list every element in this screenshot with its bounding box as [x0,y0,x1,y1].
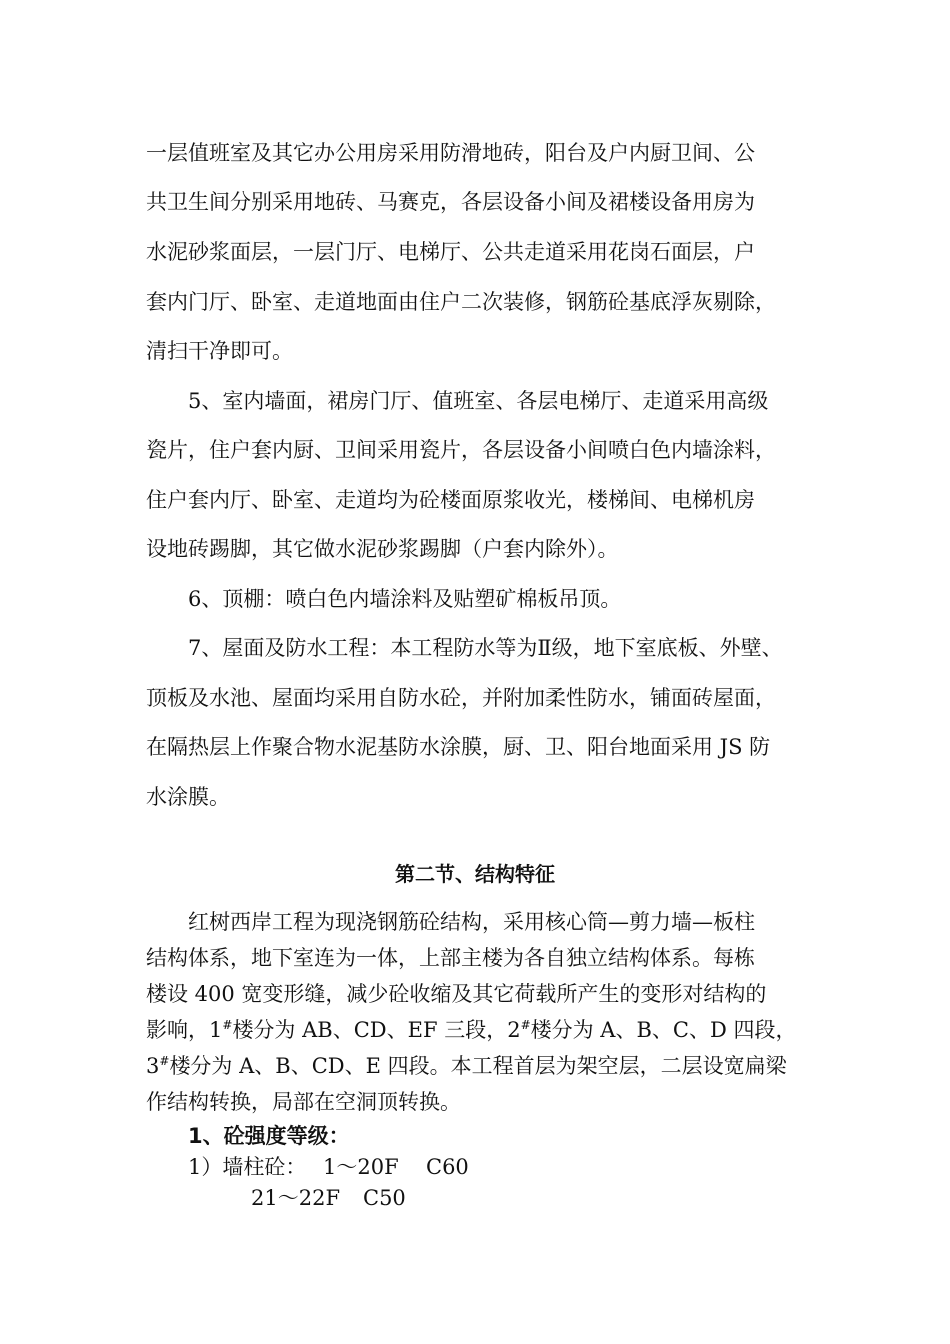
structure-text: 3 [146,1054,160,1078]
floors-line-1: 一层值班室及其它办公用房采用防滑地砖，阳台及户内厨卫间、公 [146,141,755,165]
roof-line-2: 顶板及水池、屋面均采用自防水砼，并附加柔性防水，铺面砖屋面， [146,686,776,710]
structure-line-5 [146,1052,787,1080]
structure-text: 楼分为 A、B、C、D 四段， [530,1018,797,1042]
structure-line-6: 作结构转换，局部在空洞顶转换。 [146,1090,461,1114]
section-title: 第二节、结构特征 [395,862,555,886]
structure-line-2: 结构体系，地下室连为一体，上部主楼为各自独立结构体系。每栋 [146,946,755,970]
structure-text: 影响，1 [146,1018,223,1042]
structure-line-4 [146,1016,796,1044]
floors-line-4: 套内门厅、卧室、走道地面由住户二次装修，钢筋砼基底浮灰剔除， [146,290,776,314]
floors-line-2: 共卫生间分别采用地砖、马赛克，各层设备小间及裙楼设备用房为 [146,190,755,214]
structure-text: 楼分为 AB、CD、EF 三段，2 [232,1018,521,1042]
roof-line-4: 水涂膜。 [146,785,230,809]
grade-item-2-grade: C50 [363,1186,406,1210]
structure-line-1: 红树西岸工程为现浇钢筋砼结构，采用核心筒—剪力墙—板柱 [188,910,755,934]
roof-line-1: 7、屋面及防水工程：本工程防水等为Ⅱ级，地下室底板、外壁、 [188,636,783,660]
building-mark: # [520,1018,531,1032]
building-mark: # [222,1018,233,1032]
walls-line-3: 住户套内厅、卧室、走道均为砼楼面原浆收光，楼梯间、电梯机房 [146,488,755,512]
grade-item-1-label: 1）墙柱砼： [188,1155,307,1179]
floors-line-3: 水泥砂浆面层，一层门厅、电梯厅、公共走道采用花岗石面层，户 [146,240,755,264]
grade-item-1-grade: C60 [426,1155,469,1179]
structure-line-3: 楼设 400 宽变形缝，减少砼收缩及其它荷载所产生的变形对结构的 [146,982,767,1006]
roof-line-3: 在隔热层上作聚合物水泥基防水涂膜，厨、卫、阳台地面采用 JS 防 [146,735,771,759]
walls-line-2: 瓷片，住户套内厨、卫间采用瓷片，各层设备小间喷白色内墙涂料， [146,438,776,462]
walls-line-4: 设地砖踢脚，其它做水泥砂浆踢脚（户套内除外）。 [146,537,619,561]
floors-line-5: 清扫干净即可。 [146,339,293,363]
building-mark: # [159,1054,170,1068]
structure-text: 楼分为 A、B、CD、E 四段。本工程首层为架空层，二层设宽扁梁 [169,1054,787,1078]
grade-item-2-range: 21～22F [251,1186,341,1210]
walls-line-1: 5、室内墙面，裙房门厅、值班室、各层电梯厅、走道采用高级 [188,389,769,413]
grade-item-1-range: 1～20F [323,1155,399,1179]
ceiling-paragraph: 6、顶棚：喷白色内墙涂料及贴塑矿棉板吊顶。 [188,587,622,611]
grade-heading: 1、砼强度等级： [188,1124,350,1148]
